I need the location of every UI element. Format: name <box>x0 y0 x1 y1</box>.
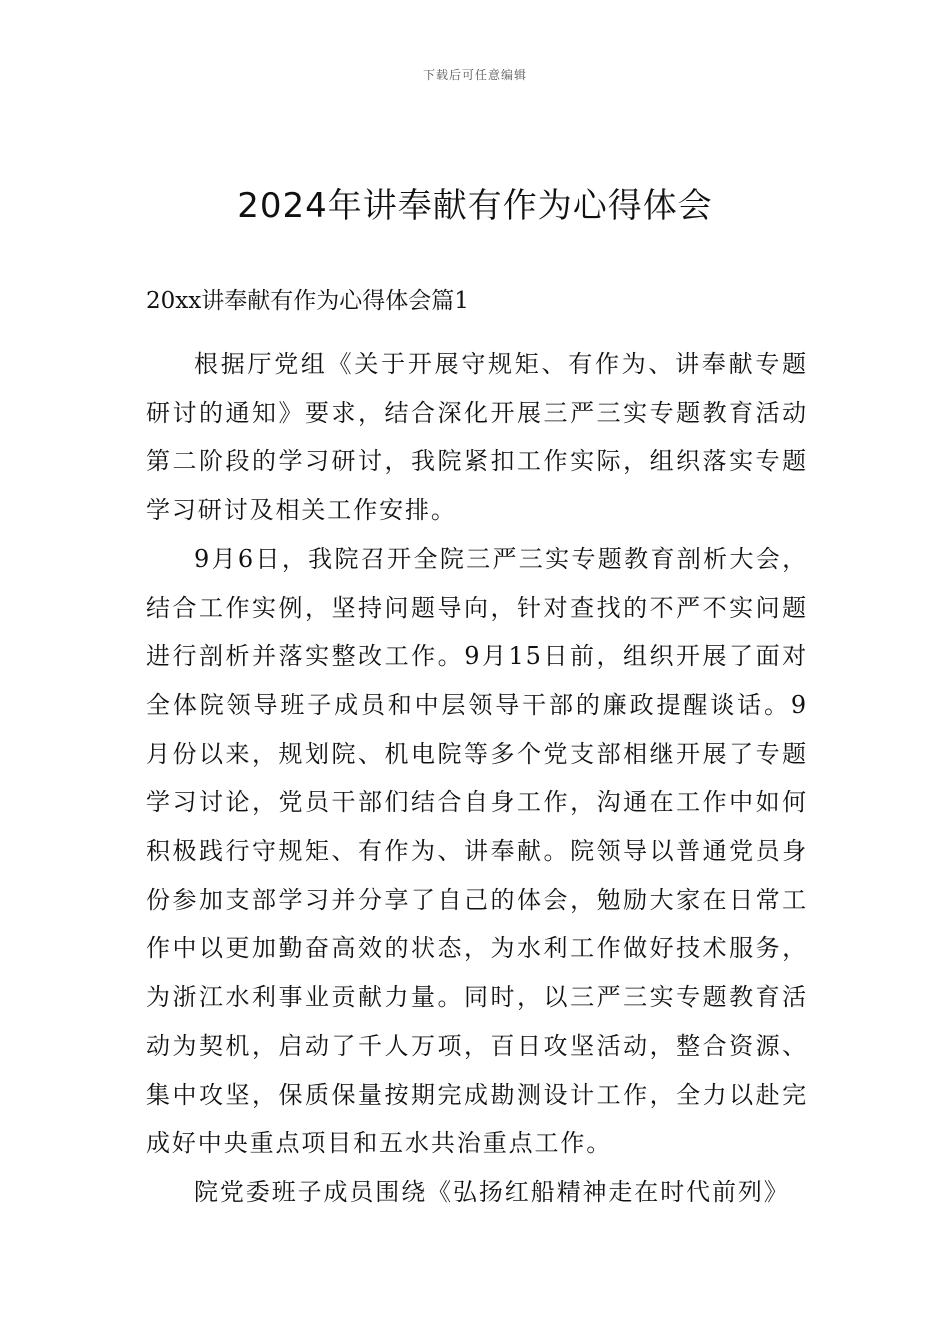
body-paragraph-3: 院党委班子成员围绕《弘扬红船精神走在时代前列》 <box>194 1177 790 1206</box>
header-note: 下载后可任意编辑 <box>422 68 527 82</box>
document-title: 2024年讲奉献有作为心得体会 <box>237 186 713 226</box>
body-paragraph-1: 根据厅党组《关于开展守规矩、有作为、讲奉献专题研讨的通知》要求，结合深化开展三严三实专题教育活动第二阶段的学习研讨，我院紧扣工作实际，组织落实专题学习研讨及相关工作安排。 <box>146 350 808 525</box>
body-paragraph-2: 9月6日，我院召开全院三严三实专题教育剖析大会，结合工作实例，坚持问题导向，针对查找的不严不实问题进行剖析并落实整改工作。9月15日前，组织开展了面对全体院领导班子成员和中层领导干部的廉政提醒谈话。9月份以来，规划院、机电院等多个党支部相继开展了专题学习讨论，党员干部们结合自身工作，沟通在工作中如何积极践行守规矩、有作为、讲奉献。院领导以普通党员身份参加支部学习并分享了自己的体会，勉励大家在日常工作中以更加勤奋高效的状态，为水利工作做好技术服务，为浙江水利事业贡献力量。同时，以三严三实专题教育活动为契机，启动了千人万项，百日攻坚活动，整合资源、集中攻坚，保质保量按期完成勘测设计工作，全力以赴完成好中央重点项目和五水共治重点工作。 <box>146 544 808 1158</box>
document-body <box>146 286 808 1217</box>
section-heading: 20xx讲奉献有作为心得体会篇1 <box>146 288 469 314</box>
